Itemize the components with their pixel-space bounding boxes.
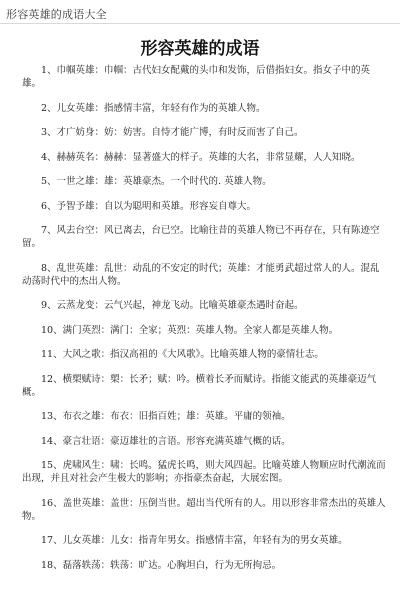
header-title: 形容英雄的成语大全	[6, 8, 107, 21]
idiom-term: 8、乱世英雄：	[41, 262, 105, 274]
idiom-entry	[22, 64, 386, 90]
idiom-definition: 指感情丰富，年轻有作为的英雄人物。	[104, 102, 266, 114]
idiom-entry	[22, 459, 386, 485]
idiom-entry	[22, 410, 386, 423]
idiom-entry	[22, 373, 386, 399]
idiom-entry	[22, 102, 386, 115]
document-title: 形容英雄的成语	[140, 39, 260, 59]
idiom-term: 11、大风之歌：	[41, 349, 111, 360]
idiom-definition: 啸：长鸣。猛虎长鸣，则大风四起。比喻英雄人物顺应时代潮流而出现，并且对社会产生极大的影响；亦指豪杰奋起，大展宏图。	[22, 460, 386, 484]
idiom-entry	[22, 224, 386, 250]
idiom-term: 4、赫赫英名：	[41, 151, 105, 163]
idiom-definition: 雄：英雄豪杰。一个时代的. 英雄人物。	[104, 176, 272, 187]
idiom-term: 13、布衣之雄：	[41, 411, 111, 422]
idiom-definition: 赫赫：显著盛大的样子。英雄的大名，非常显耀，人人知晓。	[104, 151, 361, 163]
idiom-term: 5、一世之雄：	[41, 176, 105, 187]
idiom-term: 6、予智予雄：	[41, 200, 105, 212]
idiom-term: 2、儿女英雄：	[41, 102, 105, 114]
idiom-entry	[22, 299, 386, 312]
idiom-term: 1、巾帼英雄：	[41, 65, 105, 76]
idiom-definition: 自以为聪明和英雄。形容妄自尊大。	[104, 200, 257, 212]
idiom-definition: 云气兴起，神龙飞动。比喻英雄豪杰遇时奋起。	[104, 300, 304, 311]
idiom-entry	[22, 348, 386, 361]
idiom-definition: 豪迈雄壮的言语。形容充满英雄气概的话。	[110, 435, 291, 447]
idiom-definition: 巾帼：古代妇女配戴的头巾和发饰，后借指妇女。指女子中的英雄。	[22, 65, 371, 89]
idiom-entry	[22, 534, 386, 547]
idiom-definition: 儿女：指青年男女。指感情丰富，年轻有为的男女英雄。	[110, 535, 348, 546]
idiom-definition: 布衣：旧指百姓；雄：英雄。平庸的领袖。	[110, 411, 291, 422]
idiom-definition: 满门：全家；英烈：英雄人物。全家人都是英雄人物。	[110, 324, 339, 336]
idiom-definition: 槊：长矛；赋：吟。横着长矛而赋诗。指能文能武的英雄豪迈气概。	[22, 373, 377, 398]
idiom-definition: 盖世：压倒当世。超出当代所有的人。用以形容非常杰出的英雄人物。	[22, 497, 386, 522]
idiom-definition: 轶荡：旷达。心胸坦白，行为无所拘忌。	[110, 559, 282, 571]
idiom-term: 9、云蒸龙变：	[41, 300, 105, 311]
idiom-definition: 妨：妨害。自恃才能广博，有时反而害了自己。	[104, 127, 304, 138]
idiom-entry	[22, 200, 386, 213]
idiom-definition: 指汉高祖的《大风歌》。比喻英雄人物的豪情壮志。	[110, 349, 324, 360]
idiom-term: 7、风去台空：	[41, 225, 105, 236]
idiom-definition: 乱世：动乱的不安定的时代；英雄：才能勇武超过常人的人。混乱动荡时代中的杰出人物。	[22, 262, 380, 287]
idiom-entry	[22, 175, 386, 188]
idiom-term: 17、儿女英雄：	[41, 535, 111, 546]
idiom-list	[22, 64, 386, 583]
idiom-entry	[22, 559, 386, 572]
idiom-entry	[22, 151, 386, 164]
idiom-term: 14、豪言壮语：	[41, 435, 111, 447]
idiom-entry	[22, 497, 386, 523]
idiom-term: 18、磊落轶荡：	[41, 559, 111, 571]
idiom-entry	[22, 435, 386, 448]
idiom-entry	[22, 126, 386, 139]
idiom-entry	[22, 324, 386, 337]
idiom-term: 3、才广妨身：	[41, 127, 105, 138]
idiom-term: 12、横槊赋诗：	[41, 373, 111, 385]
idiom-term: 16、盖世英雄：	[41, 497, 111, 509]
header-divider	[0, 23, 400, 24]
idiom-term: 15、虎啸风生：	[41, 460, 111, 471]
idiom-entry	[22, 262, 386, 288]
idiom-definition: 风已离去，台已空。比喻往昔的英雄人物已不再存在，只有陈迹空留。	[22, 225, 380, 249]
idiom-term: 10、满门英烈：	[41, 324, 111, 336]
